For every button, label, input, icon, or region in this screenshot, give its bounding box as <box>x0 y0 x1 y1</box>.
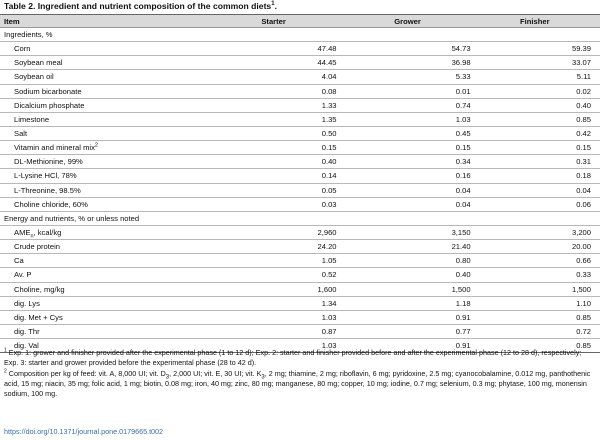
cell-starter: 2,960 <box>207 225 341 239</box>
cell-grower: 0.91 <box>341 339 475 353</box>
table-row <box>0 310 600 324</box>
cell-finisher: 0.85 <box>475 112 600 126</box>
cell-grower: 0.34 <box>341 155 475 169</box>
footnote-1: $^1$ Exp. 1: grower and finisher provided after the experimental phase (1 to 12 d); Exp. 2: starter and finisher provided before and after the experimental phase (12 to 28 d), respectively; Exp. 3: starter and grower provided before the experimental phase (28 to 42 d). <box>4 347 582 368</box>
cell-grower: 0.91 <box>341 310 475 324</box>
cell-starter: 47.48 <box>207 42 341 56</box>
table-row <box>0 268 600 282</box>
row-label: Vitamin and mineral mix$^2$ <box>0 141 207 155</box>
table-caption: Table 2. Ingredient and nutrient composition of the common diets$^1$. <box>4 1 277 11</box>
doi-link[interactable]: https://doi.org/10.1371/journal.pone.0179665.t002 <box>4 427 164 436</box>
cell-starter: 1.35 <box>207 112 341 126</box>
cell-starter: 0.05 <box>207 183 341 197</box>
cell-finisher: 5.11 <box>475 70 600 84</box>
row-label: Salt <box>0 126 207 140</box>
cell-grower: 1,500 <box>341 282 475 296</box>
footnotes <box>4 348 596 399</box>
cell-starter: 0.08 <box>207 84 341 98</box>
row-label: Soybean oil <box>0 70 207 84</box>
header-item: Item <box>0 15 207 28</box>
cell-finisher: 0.85 <box>475 339 600 353</box>
cell-finisher: 0.72 <box>475 324 600 338</box>
row-label: L-Threonine, 98.5% <box>0 183 207 197</box>
table-row <box>0 112 600 126</box>
section-row <box>0 28 600 42</box>
row-label: dig. Val <box>0 339 207 353</box>
row-label: dig. Lys <box>0 296 207 310</box>
table-row <box>0 98 600 112</box>
row-label: Choline, mg/kg <box>0 282 207 296</box>
row-label: Av. P <box>0 268 207 282</box>
cell-finisher: 1.10 <box>475 296 600 310</box>
cell-finisher: 59.39 <box>475 42 600 56</box>
cell-starter: 24.20 <box>207 240 341 254</box>
row-label: DL-Methionine, 99% <box>0 155 207 169</box>
cell-starter: 0.50 <box>207 126 341 140</box>
cell-grower: 0.45 <box>341 126 475 140</box>
cell-starter: 1.34 <box>207 296 341 310</box>
cell-finisher: 20.00 <box>475 240 600 254</box>
cell-finisher: 0.33 <box>475 268 600 282</box>
header-starter: Starter <box>207 15 341 28</box>
cell-starter: 1.05 <box>207 254 341 268</box>
cell-finisher: 0.66 <box>475 254 600 268</box>
section-label: Energy and nutrients, % or unless noted <box>0 211 600 225</box>
table-row <box>0 324 600 338</box>
table-row <box>0 70 600 84</box>
cell-finisher: 3,200 <box>475 225 600 239</box>
cell-grower: 0.80 <box>341 254 475 268</box>
row-label: Soybean meal <box>0 56 207 70</box>
table-header <box>0 15 600 28</box>
cell-starter: 0.15 <box>207 141 341 155</box>
cell-starter: 1,600 <box>207 282 341 296</box>
table-row <box>0 141 600 155</box>
cell-grower: 36.98 <box>341 56 475 70</box>
cell-grower: 5.33 <box>341 70 475 84</box>
row-label: dig. Met + Cys <box>0 310 207 324</box>
cell-grower: 3,150 <box>341 225 475 239</box>
cell-finisher: 0.04 <box>475 183 600 197</box>
cell-starter: 4.04 <box>207 70 341 84</box>
cell-grower: 54.73 <box>341 42 475 56</box>
row-label: dig. Thr <box>0 324 207 338</box>
cell-finisher: 0.15 <box>475 141 600 155</box>
table-row <box>0 56 600 70</box>
cell-starter: 44.45 <box>207 56 341 70</box>
table-row <box>0 254 600 268</box>
cell-starter: 0.40 <box>207 155 341 169</box>
caption-footnote-mark: 1 <box>271 1 275 8</box>
table-row <box>0 225 600 239</box>
cell-starter: 0.14 <box>207 169 341 183</box>
cell-starter: 1.03 <box>207 339 341 353</box>
cell-grower: 1.03 <box>341 112 475 126</box>
row-label: Dicalcium phosphate <box>0 98 207 112</box>
row-label: Limestone <box>0 112 207 126</box>
cell-finisher: 33.07 <box>475 56 600 70</box>
header-grower: Grower <box>341 15 475 28</box>
cell-grower: 0.16 <box>341 169 475 183</box>
composition-table <box>0 14 600 353</box>
cell-grower: 0.77 <box>341 324 475 338</box>
header-finisher: Finisher <box>475 15 600 28</box>
row-label: $AME_n$, kcal/kg <box>0 225 207 239</box>
table-row <box>0 296 600 310</box>
cell-starter: 0.87 <box>207 324 341 338</box>
cell-starter: 1.33 <box>207 98 341 112</box>
row-label: L-Lysine HCl, 78% <box>0 169 207 183</box>
cell-grower: 0.40 <box>341 268 475 282</box>
cell-finisher: 0.42 <box>475 126 600 140</box>
table-row <box>0 240 600 254</box>
table-row <box>0 169 600 183</box>
row-label: Crude protein <box>0 240 207 254</box>
footnote-2: $^2$ Composition per kg of feed: vit. A, 8,000 UI; vit. $D_3$, 2,000 UI; vit. E, 30 UI; vit. $K_3$, 2 mg; thiamine, 2 mg; riboflavin, 6 mg; pyridoxine, 2.5 mg; cyanocobalamine, 0.012 mg, panthothenic acid, 15 mg; niacin, 35 mg; folic acid, 1 mg; biotin, 0.08 mg; iron, 40 mg; zinc, 80 mg; manganese, 80 mg; copper, 10 mg; iodine, 0.7 mg; selenium, 0.3 mg; phytase, 100 mg, monensin sodium, 100 mg. <box>4 368 591 399</box>
table-body <box>0 28 600 353</box>
section-row <box>0 211 600 225</box>
cell-grower: 0.04 <box>341 183 475 197</box>
table-row <box>0 197 600 211</box>
section-label: Ingredients, % <box>0 28 600 42</box>
cell-starter: 0.03 <box>207 197 341 211</box>
table-row <box>0 183 600 197</box>
table-row <box>0 84 600 98</box>
cell-finisher: 0.31 <box>475 155 600 169</box>
cell-starter: 0.52 <box>207 268 341 282</box>
cell-finisher: 0.40 <box>475 98 600 112</box>
cell-finisher: 0.06 <box>475 197 600 211</box>
cell-starter: 1.03 <box>207 310 341 324</box>
table-row <box>0 126 600 140</box>
cell-grower: 0.01 <box>341 84 475 98</box>
table-row <box>0 155 600 169</box>
table-row <box>0 42 600 56</box>
table-row <box>0 282 600 296</box>
row-label: Choline chloride, 60% <box>0 197 207 211</box>
cell-finisher: 1,500 <box>475 282 600 296</box>
cell-grower: 0.15 <box>341 141 475 155</box>
cell-grower: 0.04 <box>341 197 475 211</box>
cell-finisher: 0.02 <box>475 84 600 98</box>
row-label: Ca <box>0 254 207 268</box>
cell-grower: 1.18 <box>341 296 475 310</box>
cell-finisher: 0.85 <box>475 310 600 324</box>
row-label: Corn <box>0 42 207 56</box>
cell-finisher: 0.18 <box>475 169 600 183</box>
cell-grower: 0.74 <box>341 98 475 112</box>
row-label: Sodium bicarbonate <box>0 84 207 98</box>
header-row <box>0 15 600 28</box>
cell-grower: 21.40 <box>341 240 475 254</box>
